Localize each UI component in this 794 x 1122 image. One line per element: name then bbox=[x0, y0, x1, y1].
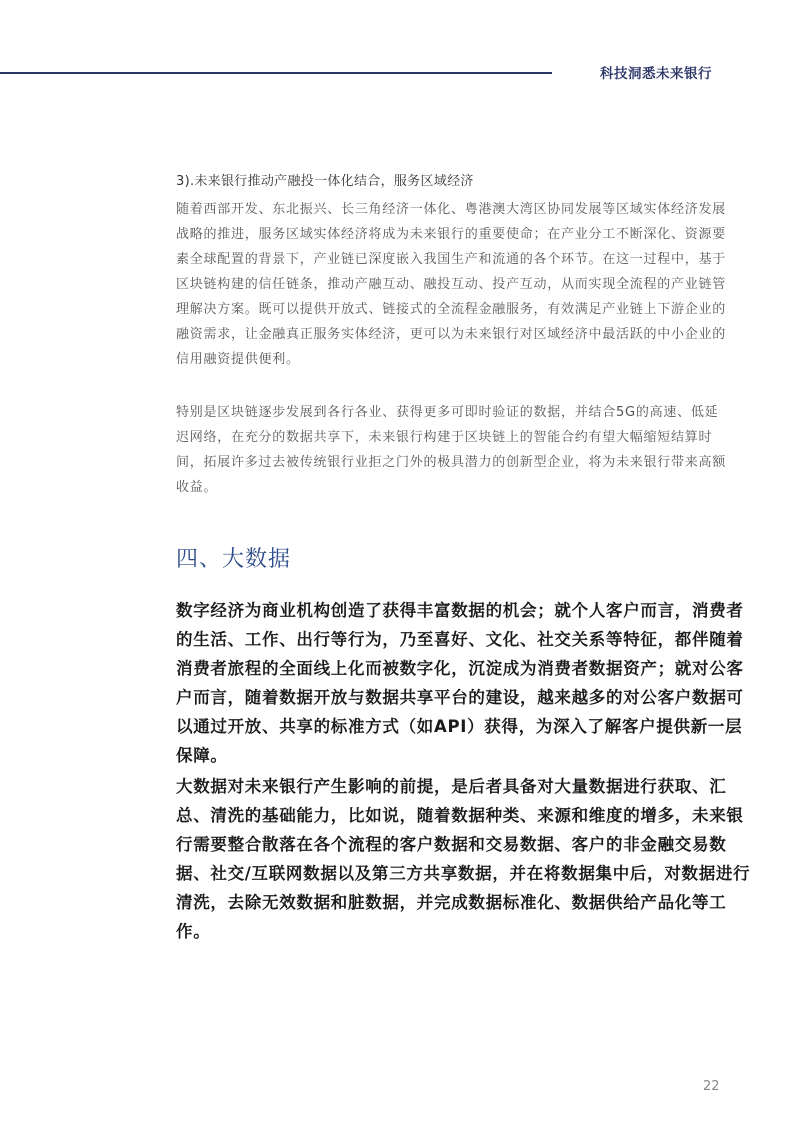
text-line: 清洗，去除无效数据和脏数据，并完成数据标准化、数据供给产品化等工 bbox=[176, 893, 727, 912]
text-line: 融资需求，让金融真正服务实体经济，更可以为未来银行对区域经济中最活跃的中小企业的 bbox=[176, 327, 727, 342]
section-heading: 四、大数据 bbox=[176, 547, 292, 572]
text-line: 保障。 bbox=[176, 746, 228, 765]
text-line: 收益。 bbox=[176, 480, 218, 495]
paragraph bbox=[176, 772, 751, 946]
text-line: 总、清洗的基础能力，比如说，随着数据种类、来源和维度的增多，未来银 bbox=[176, 806, 744, 825]
text-line: 以通过开放、共享的标准方式（如API）获得，为深入了解客户提供新一层 bbox=[176, 717, 743, 736]
text-line: 作。 bbox=[176, 922, 211, 941]
text-line: 迟网络，在充分的数据共享下，未来银行构建于区块链上的智能合约有望大幅缩短结算时 bbox=[176, 430, 713, 445]
text-line: 消费者旅程的全面线上化而被数字化，沉淀成为消费者数据资产；就对公客 bbox=[176, 659, 744, 678]
text-line: 战略的推进，服务区域实体经济将成为未来银行的重要使命；在产业分工不断深化、资源要 bbox=[176, 227, 727, 242]
text-line: 间，拓展许多过去被传统银行业拒之门外的极具潜力的创新型企业，将为未来银行带来高额 bbox=[176, 455, 727, 470]
paragraph bbox=[176, 197, 736, 372]
subsection-heading: 3).未来银行推动产融投一体化结合，服务区域经济 bbox=[176, 174, 474, 189]
text-line: 区块链构建的信任链条，推动产融互动、融投互动、投产互动，从而实现全流程的产业链管 bbox=[176, 277, 727, 292]
text-line: 数字经济为商业机构创造了获得丰富数据的机会；就个人客户而言，消费者 bbox=[176, 601, 744, 620]
text-line: 随着西部开发、东北振兴、长三角经济一体化、粤港澳大湾区协同发展等区域实体经济发展 bbox=[176, 202, 727, 217]
running-title: 科技洞悉未来银行 bbox=[600, 66, 712, 82]
paragraph bbox=[176, 400, 736, 500]
paragraph bbox=[176, 596, 744, 770]
header-rule bbox=[0, 72, 552, 74]
text-line: 信用融资提供便利。 bbox=[176, 352, 300, 367]
text-line: 据、社交/互联网数据以及第三方共享数据，并在将数据集中后，对数据进行 bbox=[176, 864, 751, 883]
text-line: 素全球配置的背景下，产业链已深度嵌入我国生产和流通的各个环节。在这一过程中，基于 bbox=[176, 252, 727, 267]
text-line: 行需要整合散落在各个流程的客户数据和交易数据、客户的非金融交易数 bbox=[176, 835, 727, 854]
text-line: 理解决方案。既可以提供开放式、链接式的全流程金融服务，有效满足产业链上下游企业的 bbox=[176, 302, 727, 317]
text-line: 的生活、工作、出行等行为，乃至喜好、文化、社交关系等特征，都伴随着 bbox=[176, 630, 744, 649]
text-line: 特别是区块链逐步发展到各行各业、获得更多可即时验证的数据，并结合5G的高速、低延 bbox=[176, 405, 719, 420]
text-line: 大数据对未来银行产生影响的前提，是后者具备对大量数据进行获取、汇 bbox=[176, 777, 727, 796]
text-line: 户而言，随着数据开放与数据共享平台的建设，越来越多的对公客户数据可 bbox=[176, 688, 744, 707]
page-number: 22 bbox=[703, 1079, 720, 1094]
